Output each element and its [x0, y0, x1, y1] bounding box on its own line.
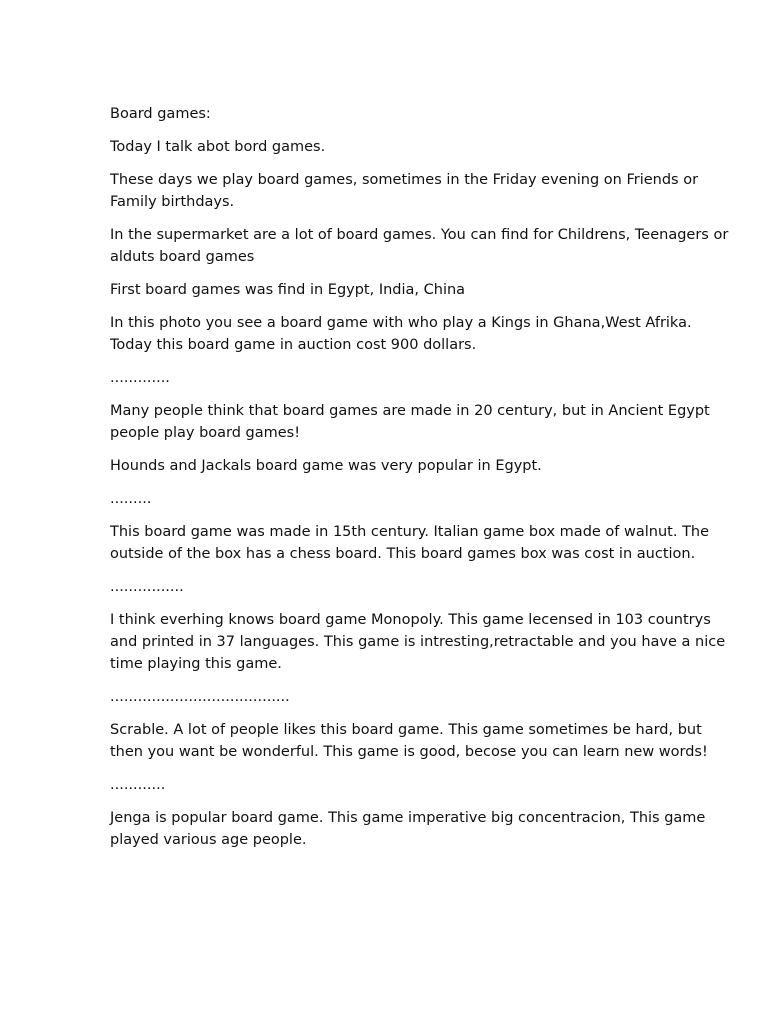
paragraph-italian-box: This board game was made in 15th century. Italian game box made of walnut. The outside of the box has a chess board. This board games box was cost in auction.	[110, 524, 710, 562]
document-title: Board games:	[110, 106, 211, 122]
paragraph-scrabble: Scrable. A lot of people likes this board game. This game sometimes be hard, but then you want be wonderful. This game is good, becose you can learn new words!	[110, 722, 708, 760]
paragraph-photo-ghana: In this photo you see a board game with who play a Kings in Ghana,West Afrika. Today this board game in auction cost 900 dollars.	[110, 315, 692, 353]
dots-separator: ............	[110, 777, 166, 793]
paragraph-ancient-egypt: Many people think that board games are made in 20 century, but in Ancient Egypt people play board games!	[110, 403, 710, 441]
document-body	[110, 103, 730, 862]
paragraph-intro: Today I talk abot bord games.	[110, 139, 326, 155]
dots-separator: .........	[110, 491, 152, 507]
paragraph-monopoly: I think everhing knows board game Monopoly. This game lecensed in 103 countrys and printed in 37 languages. This game is intresting,retractable and you have a nice time playing this game.	[110, 612, 726, 672]
dots-separator: .......................................	[110, 689, 290, 705]
dots-separator: ................	[110, 579, 184, 595]
paragraph-supermarket: In the supermarket are a lot of board games. You can find for Childrens, Teenagers or alduts board games	[110, 227, 729, 265]
paragraph-hounds-jackals: Hounds and Jackals board game was very popular in Egypt.	[110, 458, 542, 474]
paragraph-jenga: Jenga is popular board game. This game imperative big concentracion, This game played various age people.	[110, 810, 706, 848]
paragraph-these-days: These days we play board games, sometimes in the Friday evening on Friends or Family birthdays.	[110, 172, 699, 210]
dots-separator: .............	[110, 370, 170, 386]
paragraph-first-games: First board games was find in Egypt, India, China	[110, 282, 466, 298]
